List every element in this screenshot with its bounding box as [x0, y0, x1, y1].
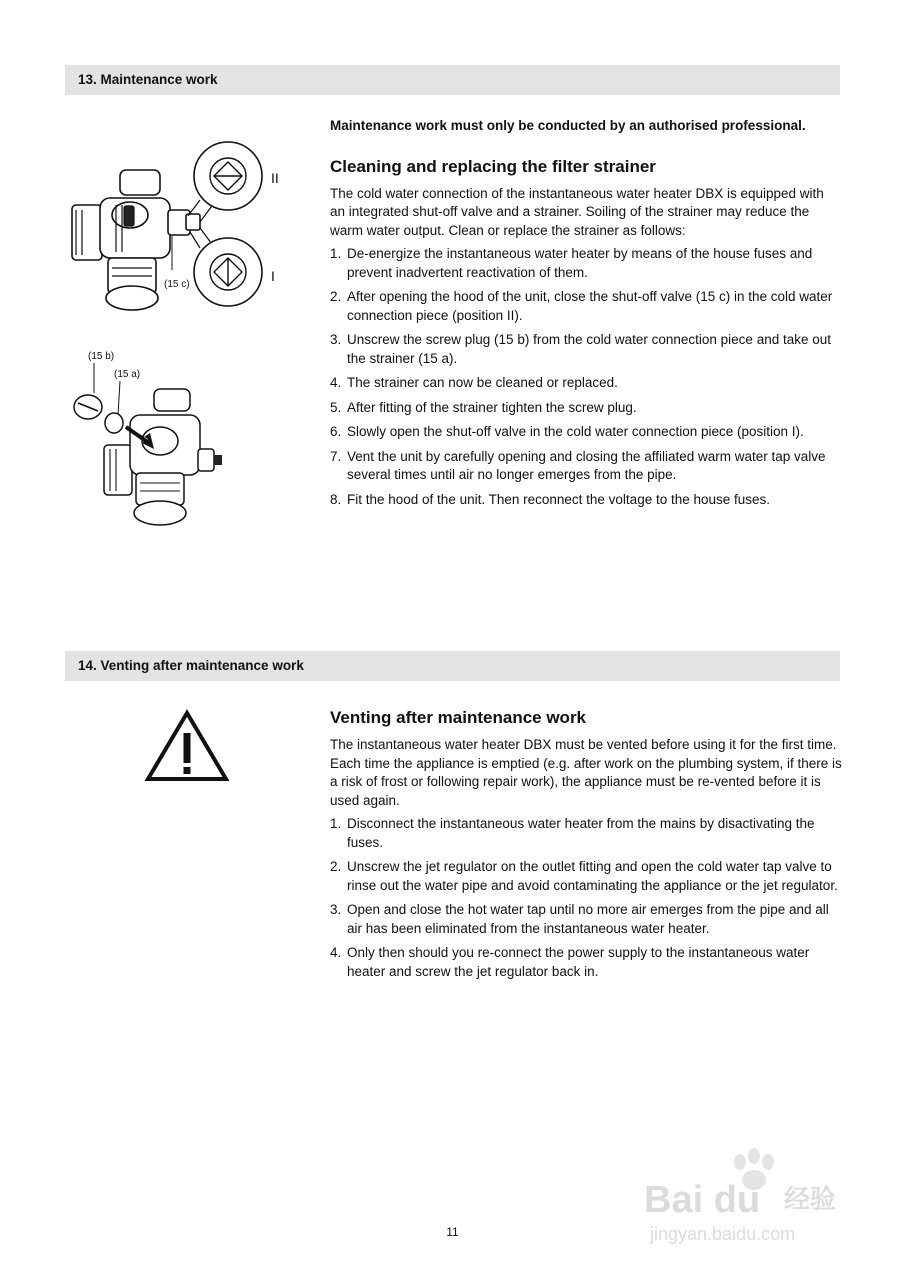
list-item: [330, 815, 842, 852]
list-item: [330, 399, 842, 418]
list-item: [330, 374, 842, 393]
step-text: After fitting of the strainer tighten the screw plug.: [347, 399, 637, 415]
list-item: [330, 423, 842, 442]
list-item: [330, 858, 842, 895]
list-item: [330, 491, 842, 510]
list-item: [330, 245, 842, 282]
step-text: De-energize the instantaneous water heater by means of the house fuses and prevent inadvertent reactivation of them.: [347, 246, 813, 280]
maintenance-intro: The cold water connection of the instantaneous water heater DBX is equipped with an integrated shut-off valve and a strainer. Soiling of the strainer may reduce the warm water output. Clean or replace the strainer as follows:: [330, 185, 824, 238]
section-13-title: 13. Maintenance work: [65, 65, 840, 95]
step-number: 4.: [330, 945, 342, 960]
step-number: 8.: [330, 491, 342, 507]
strainer-figure: [70, 345, 230, 545]
venting-steps: [330, 815, 842, 981]
step-text: Disconnect the instantaneous water heater from the mains by disactivating the fuses.: [347, 816, 815, 850]
list-item: [330, 944, 842, 981]
list-item: [330, 288, 842, 325]
step-text: Unscrew the screw plug (15 b) from the cold water connection piece and take out the strainer (15 a).: [347, 332, 832, 366]
maintenance-content: [330, 117, 842, 515]
step-text: The strainer can now be cleaned or replaced.: [347, 375, 618, 390]
shutoff-valve-figure: [60, 140, 300, 320]
step-number: 3.: [330, 332, 342, 347]
step-number: 6.: [330, 424, 342, 439]
list-item: [330, 448, 842, 485]
watermark-url: jingyan.baidu.com: [650, 1224, 796, 1244]
venting-intro: The instantaneous water heater DBX must be vented before using it for the first time. Each time the appliance is emptied (e.g. after work on the plumbing system, if there is a risk of frost or following repair work), the appliance must be re-vented before it is used again.: [330, 737, 842, 808]
watermark-brand: Bai du: [644, 1179, 761, 1221]
step-number: 3.: [330, 902, 342, 917]
step-text: Open and close the hot water tap until no more air emerges from the pipe and all air has been eliminated from the instantaneous water heater.: [347, 902, 829, 936]
step-text: Fit the hood of the unit. Then reconnect the voltage to the house fuses.: [347, 491, 771, 507]
list-item: [330, 331, 842, 368]
list-item: [330, 901, 842, 938]
step-text: Unscrew the jet regulator on the outlet fitting and open the cold water tap valve to rinse out the water pipe and avoid contaminating the appliance or the jet regulator.: [347, 859, 838, 893]
label-15a: (15 a): [114, 369, 141, 380]
step-number: 1.: [330, 246, 342, 261]
label-position-i: I: [271, 268, 275, 284]
step-number: 1.: [330, 816, 342, 831]
step-number: 2.: [330, 289, 342, 304]
step-number: 2.: [330, 859, 342, 874]
maintenance-steps: [330, 245, 842, 509]
watermark-brand-cn: 经验: [784, 1184, 837, 1214]
warning-icon: [144, 709, 230, 783]
step-number: 4.: [330, 375, 342, 390]
step-number: 7.: [330, 448, 342, 464]
page-number: 11: [446, 1225, 459, 1239]
step-text: Only then should you re-connect the power supply to the instantaneous water heater and screw the jet regulator back in.: [347, 945, 810, 979]
step-text: After opening the hood of the unit, close the shut-off valve (15 c) in the cold water connection piece (position II).: [347, 289, 833, 323]
maintenance-lead: Maintenance work must only be conducted by an authorised professional.: [330, 118, 806, 133]
step-number: 5.: [330, 399, 342, 415]
maintenance-heading: Cleaning and replacing the filter strainer: [330, 156, 656, 176]
step-text: Slowly open the shut-off valve in the cold water connection piece (position I).: [347, 424, 804, 439]
label-15c: (15 c): [164, 279, 190, 290]
venting-content: [330, 707, 842, 987]
step-text: Vent the unit by carefully opening and closing the affiliated warm water tap valve several times until air no longer emerges from the pipe.: [347, 448, 826, 482]
section-14-title: 14. Venting after maintenance work: [65, 651, 840, 681]
label-position-ii: II: [271, 170, 279, 186]
label-15b: (15 b): [88, 351, 115, 362]
venting-heading: Venting after maintenance work: [330, 708, 587, 727]
